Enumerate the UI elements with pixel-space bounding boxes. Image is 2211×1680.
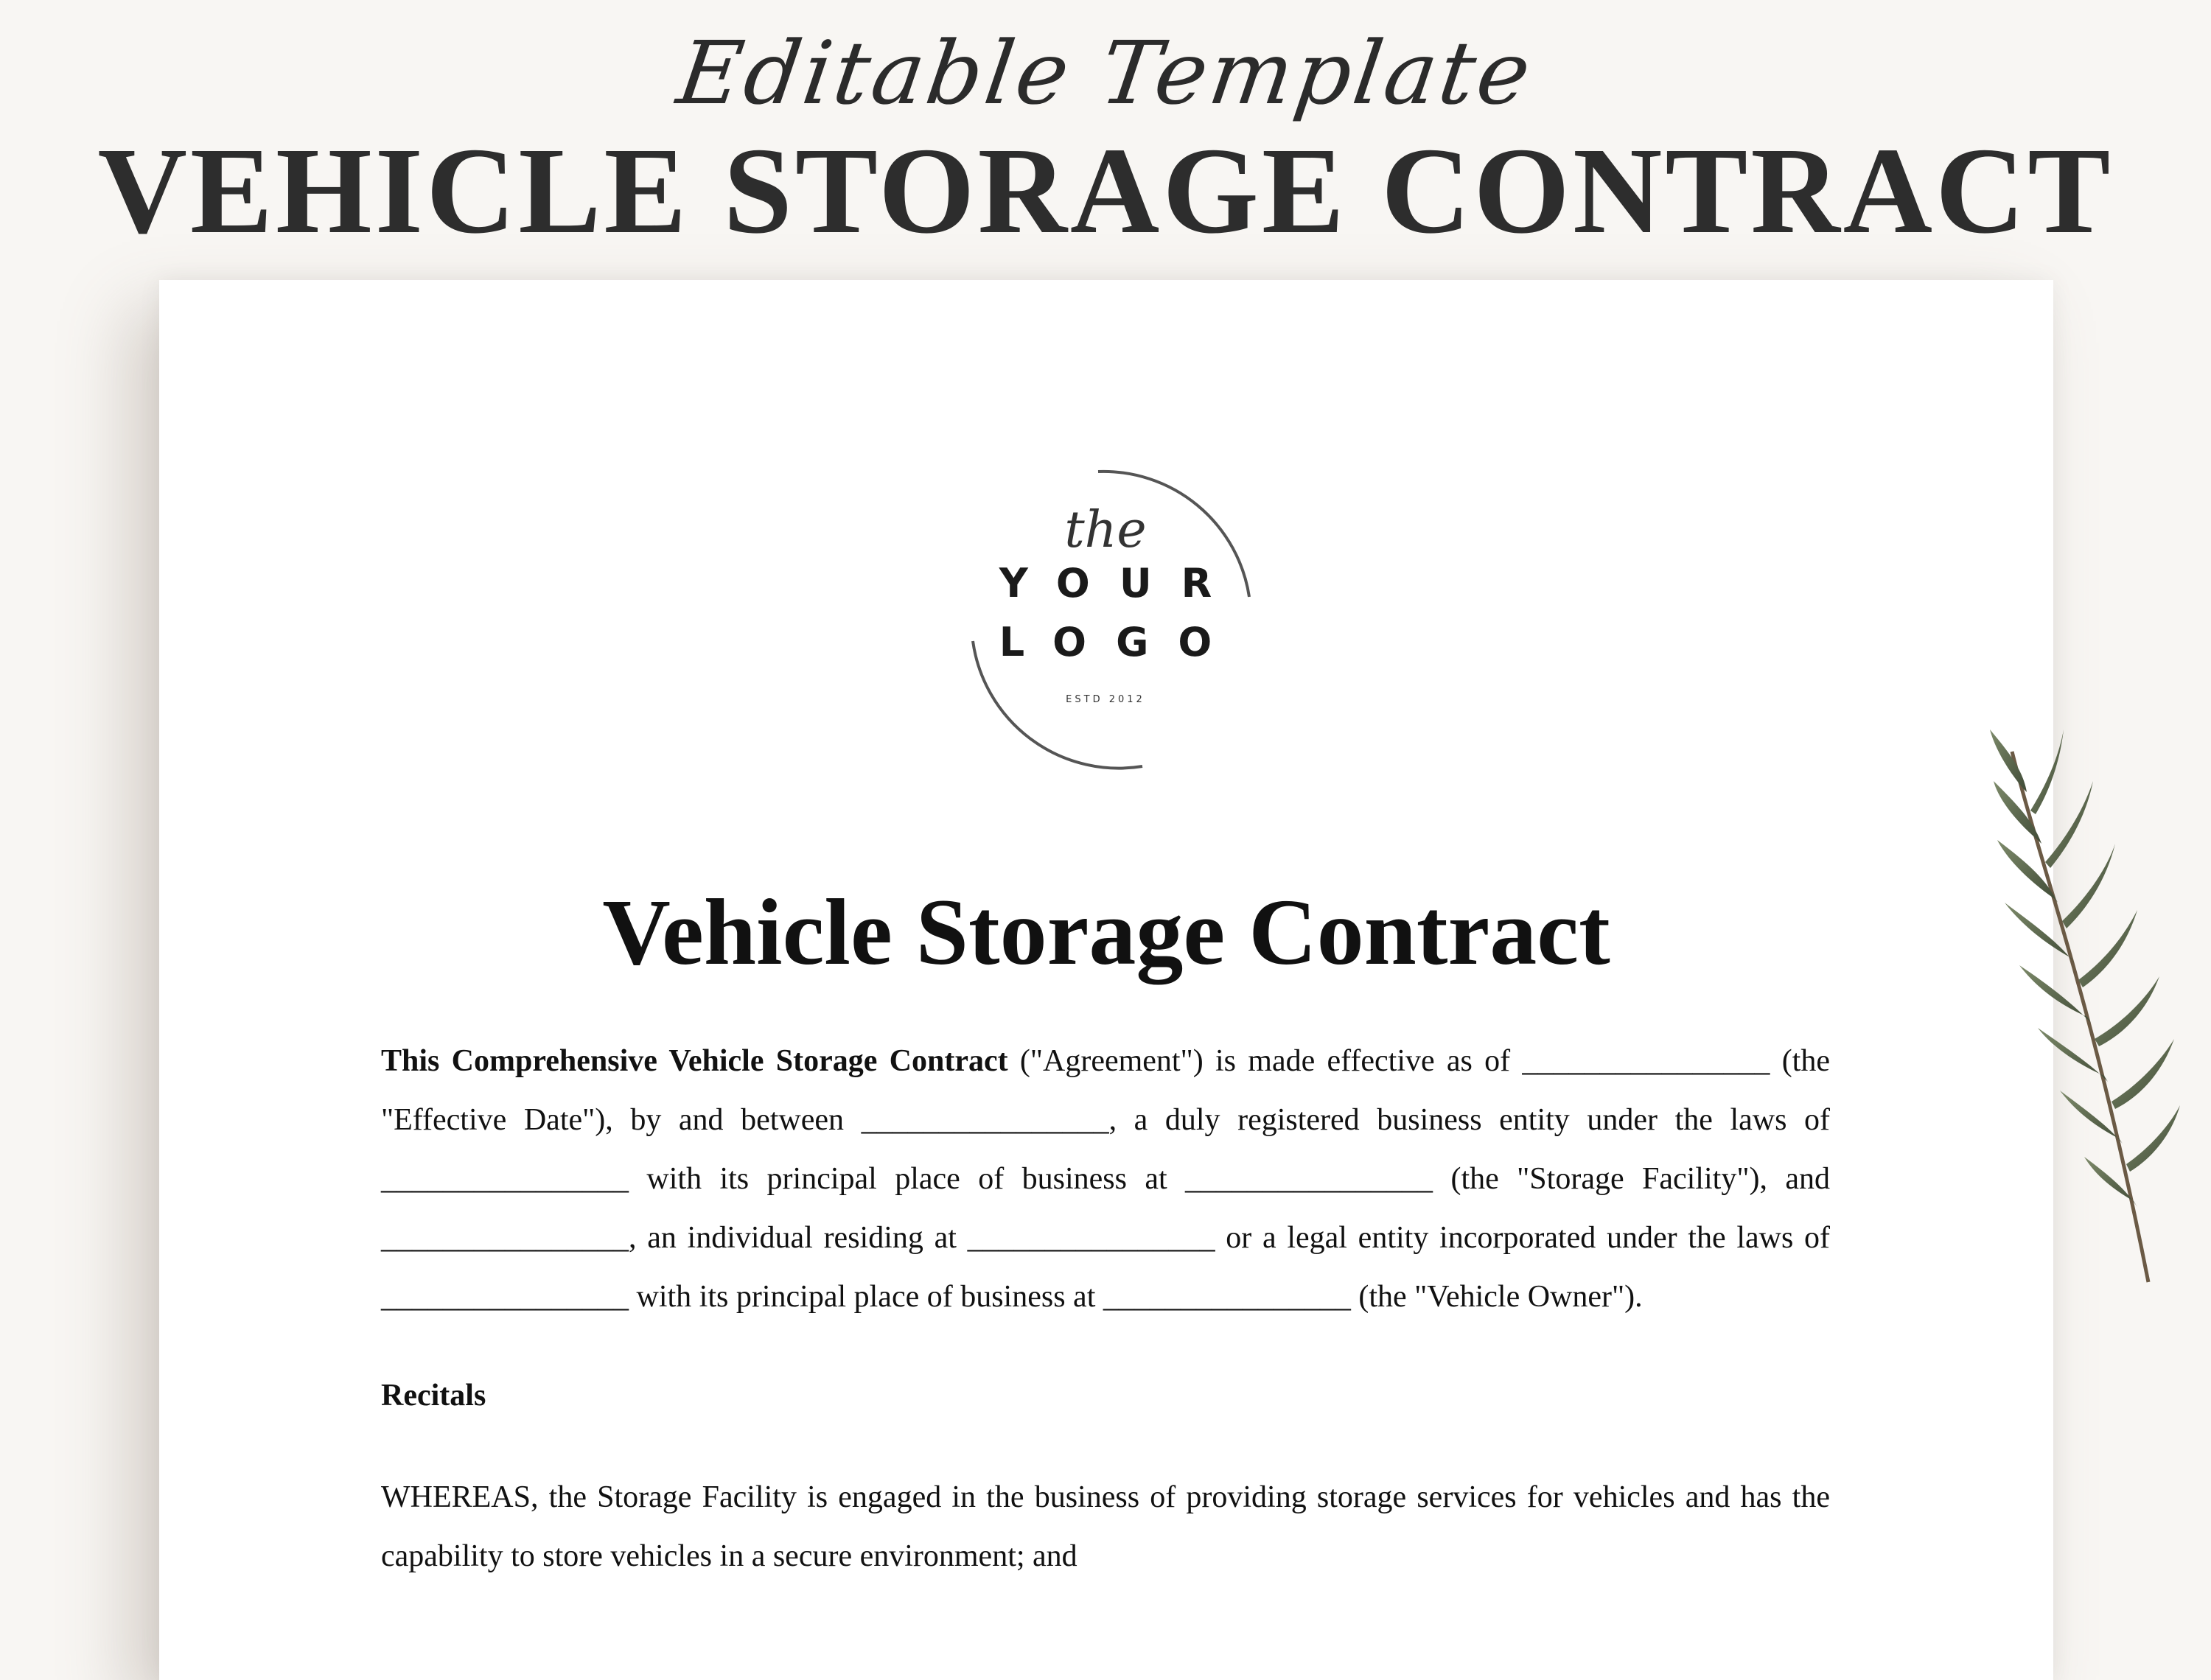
main-title: VEHICLE STORAGE CONTRACT (97, 122, 2114, 259)
intro-bold-text: This Comprehensive Vehicle Storage Contract (381, 1044, 1008, 1078)
recitals-heading: Recitals (381, 1379, 486, 1413)
logo-line-1: YOUR (999, 560, 1242, 606)
rosemary-sprig-icon (1990, 722, 2211, 1289)
intro-paragraph (381, 1032, 1830, 1326)
logo-script-text: the (1064, 501, 1147, 559)
document-body (381, 1032, 1830, 1586)
intro-rest-text: ("Agreement") is made effective as of ________________ (the "Effective Date"), by and between ________________, a duly registered business entity under the laws of ________________ with its principal place of business at ________________ (the "Storage Facility"), and ________________, an individual residing at ________________ or a legal entity incorporated under the laws of ________________ with its principal place of business at ________________ (the "Vehicle Owner"). (381, 1044, 1830, 1314)
logo-established: ESTD 2012 (1066, 694, 1145, 705)
logo-line-2: LOGO (999, 619, 1242, 665)
logo-placeholder (943, 464, 1268, 774)
editable-template-script-title: Editable Template (671, 22, 1540, 124)
whereas-paragraph: WHEREAS, the Storage Facility is engaged in the business of providing storage services for vehicles and has the capability to store vehicles in a secure environment; and (381, 1480, 1830, 1573)
document-title: Vehicle Storage Contract (602, 880, 1610, 984)
